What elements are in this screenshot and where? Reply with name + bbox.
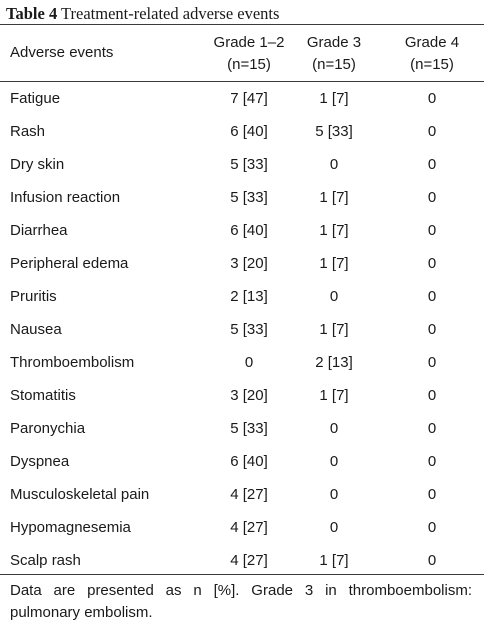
grade-4-value: 0 (427, 453, 437, 470)
event-name: Hypomagnesemia (10, 519, 131, 536)
table-row (0, 511, 484, 544)
grade-4-value: 0 (427, 387, 437, 404)
table-row (0, 379, 484, 412)
grade-1-2-value: 3 [20] (230, 255, 268, 272)
grade-4-value: 0 (427, 90, 437, 107)
table-row (0, 346, 484, 379)
grade-1-2-value: 7 [47] (230, 90, 268, 107)
grade-4-value: 0 (427, 321, 437, 338)
grade-3-value: 1 [7] (319, 387, 349, 404)
grade-1-2-value: 0 (244, 354, 254, 371)
header-grade-1-2 (201, 24, 297, 81)
grade-1-2-value: 3 [20] (230, 387, 268, 404)
event-name: Pruritis (10, 288, 57, 305)
event-name: Dyspnea (10, 453, 70, 470)
header-grade-3-name: Grade 3 (306, 34, 362, 51)
event-name: Musculoskeletal pain (10, 486, 150, 503)
header-grade-1-2-n: (n=15) (227, 56, 271, 73)
grade-3-value: 0 (329, 156, 339, 173)
header-grade-4-n: (n=15) (410, 56, 454, 73)
header-grade-3-n: (n=15) (312, 56, 356, 73)
grade-1-2-value: 5 [33] (230, 156, 268, 173)
grade-1-2-value: 6 [40] (230, 222, 268, 239)
grade-1-2-value: 5 [33] (230, 420, 268, 437)
grade-1-2-value: 6 [40] (230, 123, 268, 140)
table-row (0, 313, 484, 346)
event-name: Rash (10, 123, 46, 140)
event-name: Thromboembolism (10, 354, 135, 371)
grade-1-2-value: 4 [27] (230, 486, 268, 503)
grade-3-value: 0 (329, 288, 339, 305)
grade-3-value: 1 [7] (319, 90, 349, 107)
event-name: Nausea (10, 321, 62, 338)
grade-1-2-value: 6 [40] (230, 453, 268, 470)
header-grade-1-2-name: Grade 1–2 (213, 34, 285, 51)
event-name: Infusion reaction (10, 189, 121, 206)
table-caption (6, 3, 480, 25)
event-name: Peripheral edema (10, 255, 129, 272)
table-row (0, 412, 484, 445)
table-row (0, 82, 484, 115)
grade-3-value: 0 (329, 420, 339, 437)
grade-4-value: 0 (427, 354, 437, 371)
table-row (0, 280, 484, 313)
header-grade-4 (384, 24, 480, 81)
table-row (0, 148, 484, 181)
table-footnote: Data are presented as n [%]. Grade 3 in thromboembolism: pulmonary embolism. (10, 582, 472, 621)
table-title: Treatment-related adverse events (61, 4, 280, 23)
grade-3-value: 1 [7] (319, 189, 349, 206)
table-row (0, 478, 484, 511)
event-name: Stomatitis (10, 387, 76, 404)
table-row (0, 214, 484, 247)
grade-3-value: 5 [33] (315, 123, 353, 140)
grade-4-value: 0 (427, 156, 437, 173)
table-row (0, 544, 484, 577)
header-grade-4-name: Grade 4 (404, 34, 460, 51)
grade-4-value: 0 (427, 288, 437, 305)
grade-3-value: 1 [7] (319, 255, 349, 272)
table-row (0, 115, 484, 148)
table-label: Table 4 (6, 4, 58, 23)
event-name: Diarrhea (10, 222, 68, 239)
grade-4-value: 0 (427, 486, 437, 503)
grade-3-value: 1 [7] (319, 552, 349, 569)
table-body (0, 82, 484, 574)
table-row (0, 247, 484, 280)
event-name: Dry skin (10, 156, 65, 173)
grade-3-value: 1 [7] (319, 321, 349, 338)
header-grade-3 (286, 24, 382, 81)
grade-3-value: 0 (329, 453, 339, 470)
grade-3-value: 2 [13] (315, 354, 353, 371)
header-adverse-events: Adverse events (10, 44, 114, 61)
grade-4-value: 0 (427, 552, 437, 569)
grade-1-2-value: 2 [13] (230, 288, 268, 305)
grade-4-value: 0 (427, 222, 437, 239)
grade-4-value: 0 (427, 123, 437, 140)
bottom-rule (0, 574, 484, 575)
event-name: Scalp rash (10, 552, 81, 569)
grade-1-2-value: 5 [33] (230, 189, 268, 206)
grade-3-value: 0 (329, 519, 339, 536)
grade-4-value: 0 (427, 189, 437, 206)
grade-1-2-value: 4 [27] (230, 519, 268, 536)
grade-4-value: 0 (427, 255, 437, 272)
grade-4-value: 0 (427, 420, 437, 437)
event-name: Fatigue (10, 90, 61, 107)
event-name: Paronychia (10, 420, 86, 437)
table-row (0, 445, 484, 478)
grade-3-value: 1 [7] (319, 222, 349, 239)
table-row (0, 181, 484, 214)
grade-3-value: 0 (329, 486, 339, 503)
grade-4-value: 0 (427, 519, 437, 536)
grade-1-2-value: 4 [27] (230, 552, 268, 569)
grade-1-2-value: 5 [33] (230, 321, 268, 338)
